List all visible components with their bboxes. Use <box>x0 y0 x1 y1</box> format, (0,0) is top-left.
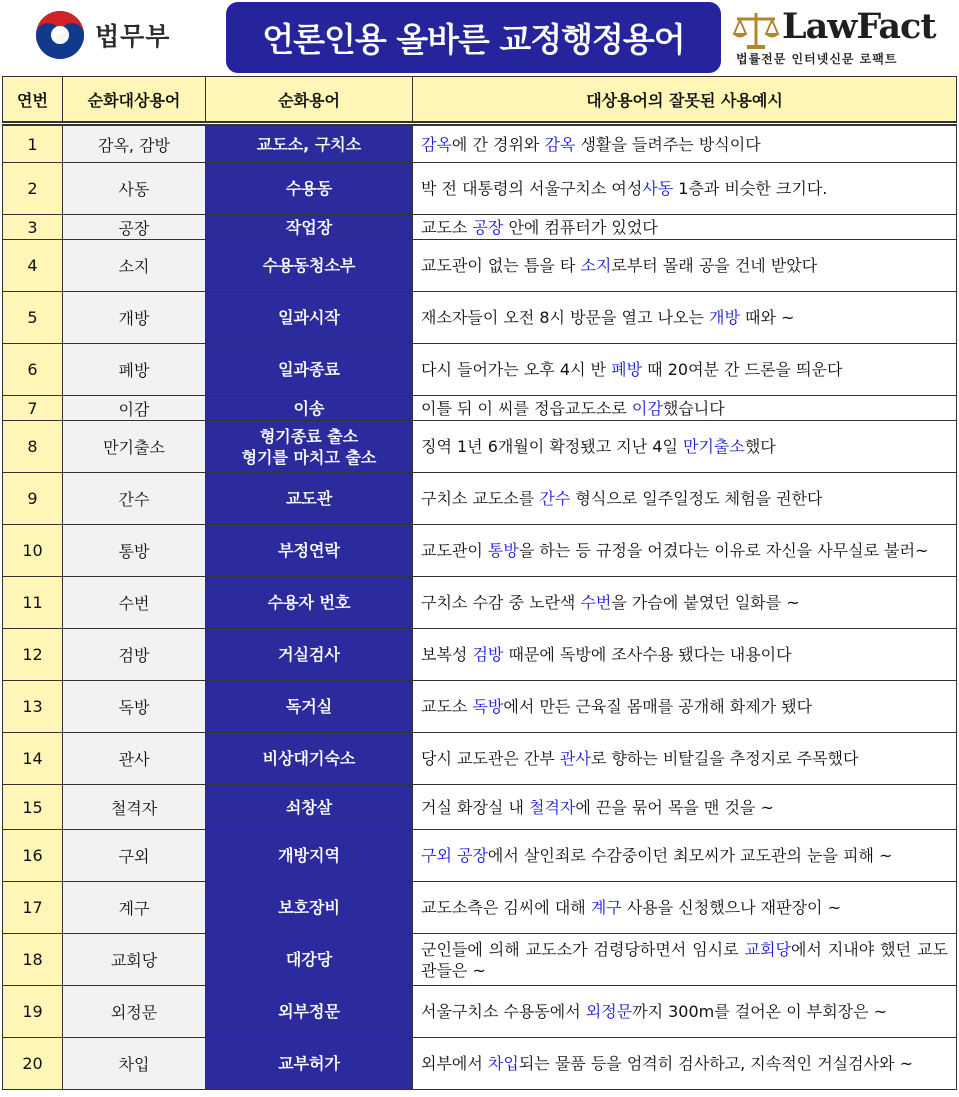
new-term-line: 거실검사 <box>278 645 340 664</box>
header <box>0 0 959 70</box>
example-text: 징역 1년 6개월이 확정됐고 지난 4일 <box>421 437 683 456</box>
new-term <box>206 629 413 681</box>
example-text: 구치소 교도소를 <box>421 489 540 508</box>
example-text: 교도소 <box>421 217 473 237</box>
new-term <box>206 681 413 733</box>
table-row <box>3 577 957 629</box>
table-row <box>3 1038 957 1090</box>
old-term: 관사 <box>63 733 206 785</box>
example-text: 구치소 수감 중 노란색 <box>421 593 581 612</box>
row-number: 8 <box>3 421 63 473</box>
old-term: 독방 <box>63 681 206 733</box>
row-number: 14 <box>3 733 63 785</box>
old-term: 공장 <box>63 215 206 240</box>
new-term <box>206 421 413 473</box>
table-row <box>3 525 957 577</box>
new-term <box>206 733 413 785</box>
table-row <box>3 882 957 934</box>
new-term <box>206 344 413 396</box>
table-row <box>3 240 957 292</box>
highlighted-term: 공장 <box>472 217 504 237</box>
highlighted-term: 폐방 <box>611 360 643 379</box>
highlighted-term: 수번 <box>580 593 612 612</box>
example-text: 거실 화장실 내 <box>421 797 529 817</box>
new-term <box>206 240 413 292</box>
example-text: 때문에 독방에 조사수용 됐다는 내용이다 <box>503 645 792 664</box>
old-term: 소지 <box>63 240 206 292</box>
old-term: 구외 <box>63 830 206 882</box>
new-term-line: 일과종료 <box>278 360 340 379</box>
example-text: 에 끈을 묶어 목을 맨 것을 ~ <box>575 797 774 817</box>
usage-example <box>413 1038 957 1090</box>
old-term: 계구 <box>63 882 206 934</box>
table-row <box>3 163 957 215</box>
example-text: 이틀 뒤 이 씨를 정읍교도소로 <box>421 398 632 418</box>
new-term <box>206 473 413 525</box>
highlighted-term: 통방 <box>487 541 519 560</box>
new-term-line: 비상대기숙소 <box>262 749 356 768</box>
row-number: 13 <box>3 681 63 733</box>
highlighted-term: 관사 <box>559 749 591 768</box>
new-term-line: 부정연락 <box>278 541 340 560</box>
table-body <box>3 124 957 1090</box>
row-number: 18 <box>3 934 63 986</box>
usage-example <box>413 577 957 629</box>
row-number: 9 <box>3 473 63 525</box>
new-term-line: 수용동 <box>285 179 333 198</box>
new-term <box>206 163 413 215</box>
usage-example <box>413 733 957 785</box>
highlighted-term: 만기출소 <box>682 437 745 456</box>
new-term-line: 이송 <box>293 398 325 418</box>
highlighted-term: 구외 공장 <box>421 846 488 865</box>
row-number: 5 <box>3 292 63 344</box>
new-term-line: 수용자 번호 <box>267 593 351 612</box>
usage-example <box>413 681 957 733</box>
example-text: 당시 교도관은 간부 <box>421 749 560 768</box>
row-number: 16 <box>3 830 63 882</box>
usage-example <box>413 163 957 215</box>
usage-example <box>413 525 957 577</box>
old-term: 철격자 <box>63 785 206 830</box>
example-text: 했다 <box>744 437 776 456</box>
table-row <box>3 473 957 525</box>
example-text: 에 간 경위와 <box>451 134 545 154</box>
table-row <box>3 629 957 681</box>
old-term: 사동 <box>63 163 206 215</box>
old-term: 만기출소 <box>63 421 206 473</box>
example-text: 까지 300m를 걸어온 이 부회장은 ~ <box>632 1002 888 1021</box>
row-number: 17 <box>3 882 63 934</box>
old-term: 외정문 <box>63 986 206 1038</box>
table-row <box>3 681 957 733</box>
terms-table <box>2 76 957 1090</box>
new-term-line: 교부허가 <box>278 1054 340 1073</box>
new-term <box>206 986 413 1038</box>
highlighted-term: 소지 <box>580 256 612 275</box>
example-text: 서울구치소 수용동에서 <box>421 1002 586 1021</box>
new-term-line: 형기를 마치고 출소 <box>241 447 377 467</box>
example-text: 보복성 <box>421 645 473 664</box>
lawfact-name: LawFact <box>782 6 936 47</box>
usage-example <box>413 124 957 163</box>
new-term <box>206 785 413 830</box>
table-row <box>3 215 957 240</box>
row-number: 7 <box>3 396 63 421</box>
old-term: 교회당 <box>63 934 206 986</box>
row-number: 15 <box>3 785 63 830</box>
highlighted-term: 개방 <box>709 308 740 327</box>
table-row <box>3 986 957 1038</box>
new-term-line: 작업장 <box>285 217 333 237</box>
row-number: 12 <box>3 629 63 681</box>
row-number: 10 <box>3 525 63 577</box>
example-text: 교도소측은 김씨에 대해 <box>421 898 591 917</box>
highlighted-term: 감옥 <box>544 134 576 154</box>
row-number: 6 <box>3 344 63 396</box>
example-text: 형식으로 일주일정도 체험을 권한다 <box>570 489 823 508</box>
old-term: 차입 <box>63 1038 206 1090</box>
header-old-term: 순화대상용어 <box>63 77 206 124</box>
example-text: 1층과 비슷한 크기다. <box>673 179 828 198</box>
usage-example <box>413 882 957 934</box>
row-number: 4 <box>3 240 63 292</box>
example-text: 생활을 들려주는 방식이다 <box>575 134 761 154</box>
usage-example <box>413 629 957 681</box>
highlighted-term: 차입 <box>487 1054 519 1073</box>
highlighted-term: 검방 <box>472 645 504 664</box>
row-number: 19 <box>3 986 63 1038</box>
header-new-term: 순화용어 <box>206 77 413 124</box>
new-term <box>206 124 413 163</box>
example-text: 에서 살인죄로 수감중이던 최모씨가 교도관의 눈을 피해 ~ <box>487 846 893 865</box>
example-text: 때와 ~ <box>739 308 795 327</box>
highlighted-term: 외정문 <box>585 1002 633 1021</box>
new-term-line: 대강당 <box>285 950 333 969</box>
new-term <box>206 934 413 986</box>
table-row <box>3 934 957 986</box>
new-term-line: 외부정문 <box>278 1002 340 1021</box>
header-example: 대상용어의 잘못된 사용예시 <box>413 77 957 124</box>
example-text: 을 가슴에 붙였던 일화를 ~ <box>611 593 800 612</box>
old-term: 개방 <box>63 292 206 344</box>
row-number: 1 <box>3 124 63 163</box>
new-term <box>206 577 413 629</box>
usage-example <box>413 830 957 882</box>
usage-example <box>413 240 957 292</box>
table-row <box>3 344 957 396</box>
old-term: 검방 <box>63 629 206 681</box>
ministry-name: 법무부 <box>95 22 171 51</box>
new-term-line: 교도관 <box>285 489 333 508</box>
header-no: 연번 <box>3 77 63 124</box>
table-row <box>3 830 957 882</box>
old-term: 이감 <box>63 396 206 421</box>
highlighted-term: 이감 <box>631 398 663 418</box>
new-term-line: 수용동청소부 <box>262 256 356 275</box>
table-row <box>3 292 957 344</box>
example-text: 로부터 몰래 공을 건네 받았다 <box>611 256 818 275</box>
new-term-line: 보호장비 <box>278 898 340 917</box>
lawfact-subtitle: 법률전문 인터넷신문 로팩트 <box>736 52 898 66</box>
banner-title: 언론인용 올바른 교정행정용어 <box>262 20 685 59</box>
example-text: 박 전 대통령의 서울구치소 여성 <box>421 179 643 198</box>
new-term <box>206 525 413 577</box>
new-term <box>206 882 413 934</box>
example-text: 안에 컴퓨터가 있었다 <box>503 217 658 237</box>
row-number: 3 <box>3 215 63 240</box>
usage-example <box>413 396 957 421</box>
table-header-row <box>3 77 957 124</box>
new-term-line: 쇠창살 <box>285 797 333 817</box>
table-row <box>3 396 957 421</box>
scales-of-justice-icon <box>732 10 780 50</box>
example-text: 했습니다 <box>662 398 725 418</box>
old-term: 통방 <box>63 525 206 577</box>
highlighted-term: 계구 <box>590 898 622 917</box>
taegeuk-icon <box>35 10 85 60</box>
new-term <box>206 830 413 882</box>
highlighted-term: 간수 <box>539 489 571 508</box>
old-term: 수번 <box>63 577 206 629</box>
example-text: 재소자들이 오전 8시 방문을 열고 나오는 <box>421 308 709 327</box>
example-text: 에서 지내야 했던 교도관들은 ~ <box>421 939 948 980</box>
example-text: 교도관이 <box>421 541 488 560</box>
usage-example <box>413 215 957 240</box>
highlighted-term: 감옥 <box>421 134 452 154</box>
example-text: 교도소 <box>421 697 473 716</box>
example-text: 교도관이 없는 틈을 타 <box>421 256 581 275</box>
example-text: 로 향하는 비탈길을 추정지로 주목했다 <box>590 749 859 768</box>
old-term: 감옥, 감방 <box>63 124 206 163</box>
new-term-line: 교도소, 구치소 <box>256 134 362 154</box>
usage-example <box>413 934 957 986</box>
new-term <box>206 1038 413 1090</box>
row-number: 20 <box>3 1038 63 1090</box>
example-text: 다시 들어가는 오후 4시 반 <box>421 360 612 379</box>
table-row <box>3 421 957 473</box>
example-text: 되는 물품 등을 엄격히 검사하고, 지속적인 거실검사와 ~ <box>518 1054 913 1073</box>
usage-example <box>413 986 957 1038</box>
table-row <box>3 124 957 163</box>
table-row <box>3 733 957 785</box>
title-banner <box>226 2 721 73</box>
example-text: 군인들에 의해 교도소가 검령당하면서 임시로 <box>421 939 745 959</box>
usage-example <box>413 344 957 396</box>
highlighted-term: 교회당 <box>744 939 791 959</box>
example-text: 사용을 신청했으나 재판장이 ~ <box>621 898 841 917</box>
new-term-line: 형기종료 출소 <box>259 426 359 446</box>
new-term <box>206 292 413 344</box>
highlighted-term: 독방 <box>472 697 504 716</box>
row-number: 11 <box>3 577 63 629</box>
usage-example <box>413 292 957 344</box>
row-number: 2 <box>3 163 63 215</box>
example-text: 에서 만든 근육질 몸매를 공개해 화제가 됐다 <box>503 697 813 716</box>
lawfact-logo <box>730 6 952 70</box>
example-text: 때 20여분 간 드론을 띄운다 <box>642 360 843 379</box>
old-term: 폐방 <box>63 344 206 396</box>
new-term-line: 독거실 <box>285 697 333 716</box>
ministry-logo-block <box>35 10 170 60</box>
usage-example <box>413 785 957 830</box>
highlighted-term: 사동 <box>642 179 674 198</box>
new-term <box>206 215 413 240</box>
table-row <box>3 785 957 830</box>
usage-example <box>413 421 957 473</box>
example-text: 을 하는 등 규정을 어겼다는 이유로 자신을 사무실로 불러~ <box>518 541 929 560</box>
old-term: 간수 <box>63 473 206 525</box>
usage-example <box>413 473 957 525</box>
new-term <box>206 396 413 421</box>
highlighted-term: 철격자 <box>529 797 576 817</box>
new-term-line: 개방지역 <box>278 846 340 865</box>
example-text: 외부에서 <box>421 1054 488 1073</box>
new-term-line: 일과시작 <box>278 308 340 327</box>
